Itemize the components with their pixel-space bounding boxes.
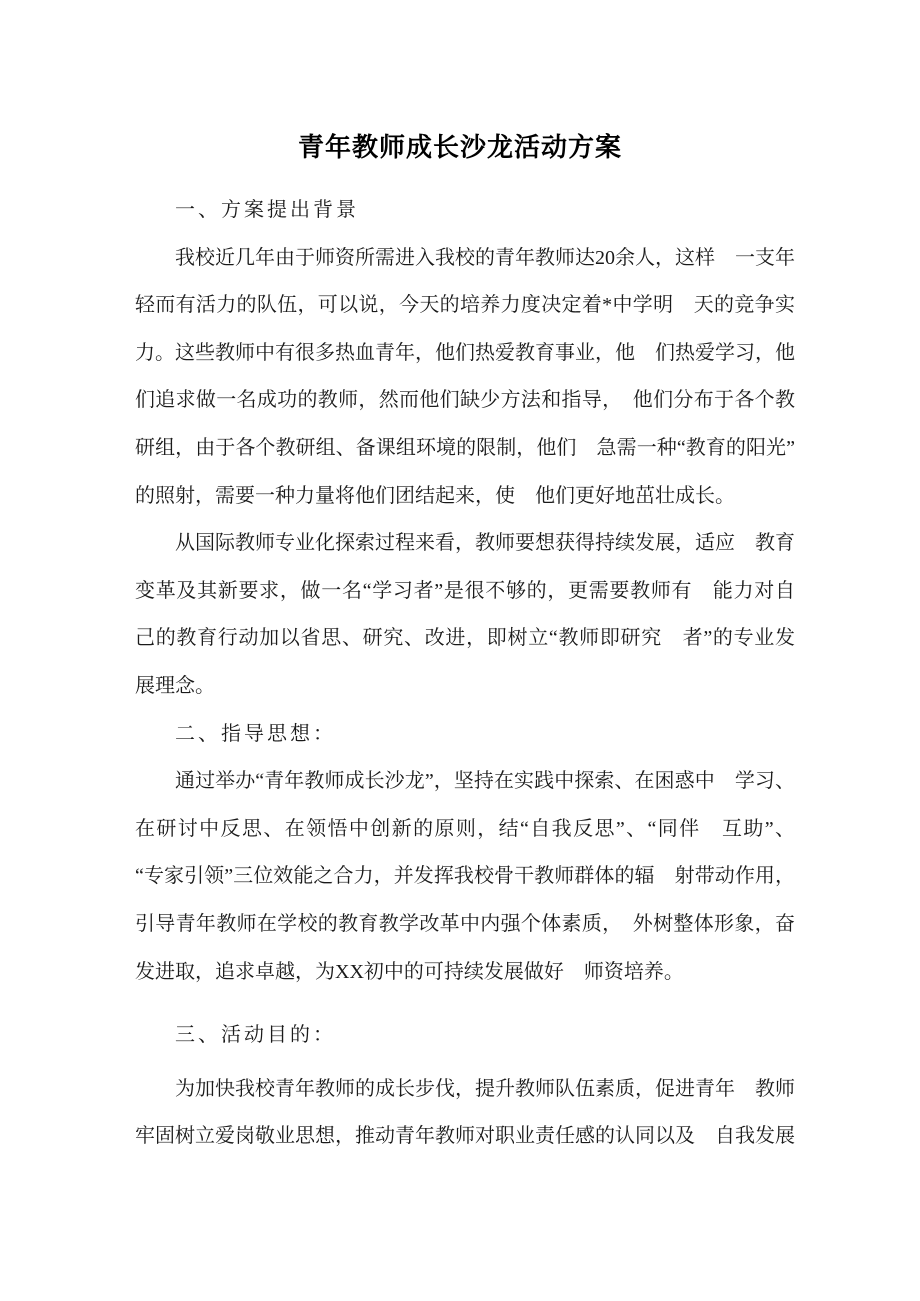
document-line: 我校近几年由于师资所需进入我校的青年教师达20余人，这样 一支年 <box>175 246 795 269</box>
document-line: 己的教育行动加以省思、研究、改进，即树立“教师即研究 者”的专业发 <box>135 627 795 650</box>
document-line: 研组，由于各个教研组、备课组环境的限制，他们 急需一种“教育的阳光” <box>135 436 795 459</box>
document-line: 力。这些教师中有很多热血青年，他们热爱教育事业，他 们热爱学习，他 <box>135 341 795 364</box>
document-line: 轻而有活力的队伍，可以说，今天的培养力度决定着*中学明 天的竞争实 <box>135 294 795 317</box>
document-line: 们追求做一名成功的教师，然而他们缺少方法和指导， 他们分布于各个教 <box>135 389 795 412</box>
document-title: 青年教师成长沙龙活动方案 <box>297 132 622 162</box>
section-heading: 二、指导思想： <box>175 722 336 745</box>
document-line: 从国际教师专业化探索过程来看，教师要想获得持续发展，适应 教育 <box>175 532 795 555</box>
document-line: 为加快我校青年教师的成长步伐，提升教师队伍素质，促进青年 教师 <box>175 1077 795 1100</box>
document-line: “专家引领”三位效能之合力，并发挥我校骨干教师群体的辐 射带动作用， <box>135 865 795 888</box>
document-line: 的照射，需要一种力量将他们团结起来，使 他们更好地茁壮成长。 <box>135 484 735 507</box>
section-heading: 三、活动目的： <box>175 1024 336 1047</box>
document-line: 牢固树立爱岗敬业思想，推动青年教师对职业责任感的认同以及 自我发展 <box>135 1125 795 1148</box>
section-heading: 一、方案提出背景 <box>175 199 359 221</box>
document-line: 在研讨中反思、在领悟中创新的原则，结“自我反思”、“同伴 互助”、 <box>135 817 795 840</box>
document-line: 引导青年教师在学校的教育教学改革中内强个体素质， 外树整体形象，奋 <box>135 912 795 935</box>
document-line: 变革及其新要求，做一名“学习者”是很不够的，更需要教师有 能力对自 <box>135 579 795 602</box>
document-line: 展理念。 <box>135 674 215 697</box>
document-body <box>135 187 795 1161</box>
document-line: 发进取，追求卓越，为XX初中的可持续发展做好 师资培养。 <box>135 960 684 983</box>
document-line: 通过举办“青年教师成长沙龙”，坚持在实践中探索、在困惑中 学习、 <box>175 770 795 793</box>
